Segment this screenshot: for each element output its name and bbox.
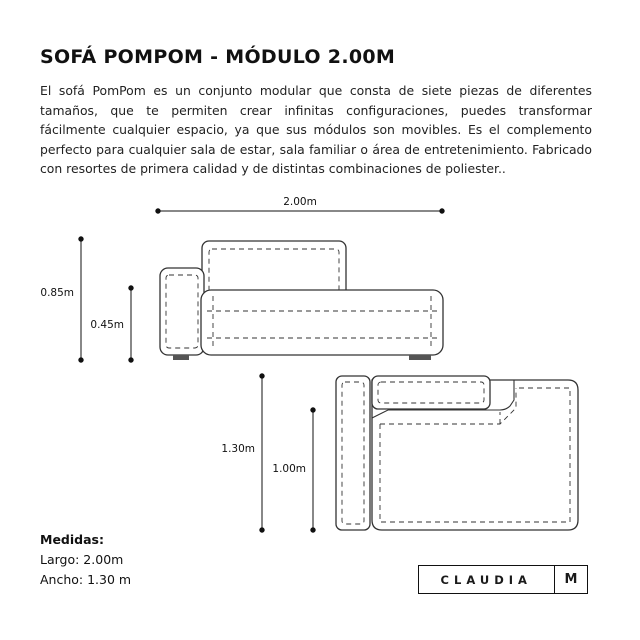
sofa-top-view xyxy=(336,376,578,530)
depth-label: 1.30m xyxy=(221,443,255,455)
total-height-label: 0.85m xyxy=(40,287,74,299)
sofa-side-view xyxy=(160,241,443,360)
measures-block xyxy=(40,530,131,590)
seat-depth-dimension xyxy=(311,408,315,532)
total-height-dimension xyxy=(79,237,83,362)
seat-height-dimension xyxy=(129,286,133,362)
width-dimension-label: 2.00m xyxy=(283,196,317,208)
brand-name: CLAUDIA xyxy=(440,572,532,587)
product-description: El sofá PomPom es un conjunto modular que consta de siete piezas de diferentes tamaños, que te permiten crear infinitas configuraciones, puedes transformar fácilmente cualquier espacio, ya que sus módulos son movibles. Es el complemento perfecto para cualquier sala de estar, sala familiar o área de entretenimiento. Fabricado con resortes de primera calidad y de distintas combinaciones de poliester.. xyxy=(40,83,592,177)
measure-length: Largo: 2.00m xyxy=(40,552,124,567)
brand-mark: M xyxy=(564,572,578,587)
measure-width: Ancho: 1.30 m xyxy=(40,572,132,587)
depth-dimension xyxy=(260,374,264,532)
page-title: SOFÁ POMPOM - MÓDULO 2.00M xyxy=(40,46,396,68)
seat-height-label: 0.45m xyxy=(90,319,124,331)
width-dimension xyxy=(156,209,444,213)
brand-logo xyxy=(418,565,588,594)
measures-heading: Medidas: xyxy=(40,532,104,547)
seat-depth-label: 1.00m xyxy=(272,463,306,475)
